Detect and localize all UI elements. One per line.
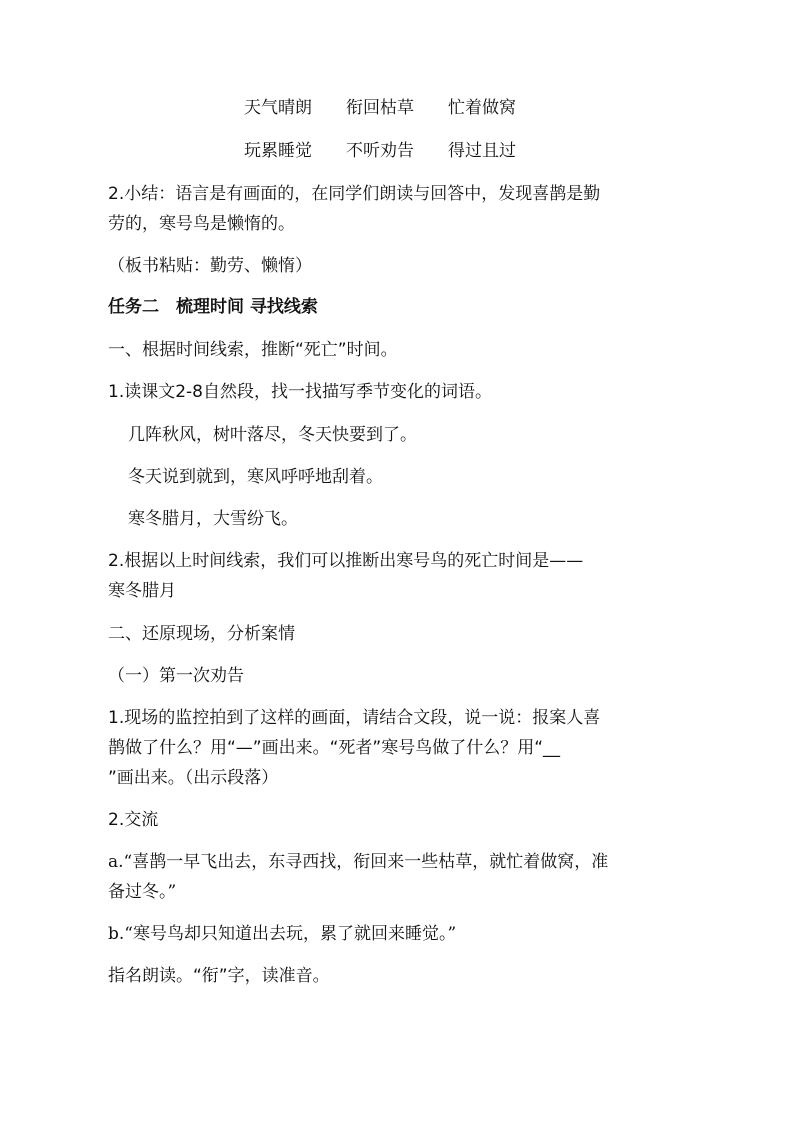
season-quote: 几阵秋风，树叶落尽，冬天快要到了。 bbox=[128, 425, 417, 445]
phrase: 得过且过 bbox=[448, 141, 516, 161]
section1-step2-line2: 寒冬腊月 bbox=[108, 581, 176, 601]
quote-a-line1: a.“喜鹊一早飞出去，东寻西找，衔回来一些枯草，就忙着做窝，准 bbox=[108, 852, 609, 872]
section1-step2-line1: 2.根据以上时间线索，我们可以推断出寒号鸟的死亡时间是—— bbox=[108, 551, 584, 571]
season-quote: 冬天说到就到，寒风呼呼地刮着。 bbox=[128, 467, 383, 487]
read-note: 指名朗读。“衔”字，读准音。 bbox=[108, 966, 330, 986]
phrase-row-2 bbox=[244, 141, 516, 161]
section2-step2: 2.交流 bbox=[108, 810, 159, 830]
phrase: 忙着做窝 bbox=[448, 98, 516, 118]
section2-step1-line2: 鹊做了什么？用“—”画出来。“死者”寒号鸟做了什么？用“__ bbox=[108, 738, 561, 758]
section2-title: 二、还原现场，分析案情 bbox=[108, 624, 295, 644]
phrase: 天气晴朗 bbox=[244, 98, 312, 118]
section2-step1-line3: ”画出来。（出示段落） bbox=[108, 768, 279, 788]
board-note: （板书粘贴：勤劳、懒惰） bbox=[108, 256, 312, 276]
quote-b: b.“寒号鸟却只知道出去玩，累了就回来睡觉。” bbox=[108, 924, 457, 944]
section1-title: 一、根据时间线索，推断“死亡”时间。 bbox=[108, 340, 398, 360]
season-quote: 寒冬腊月，大雪纷飞。 bbox=[128, 509, 298, 529]
section2-step1-line1: 1.现场的监控拍到了这样的画面，请结合文段，说一说：报案人喜 bbox=[108, 708, 601, 728]
phrase: 玩累睡觉 bbox=[244, 141, 312, 161]
phrase: 衔回枯草 bbox=[346, 98, 414, 118]
summary-line-2: 劳的，寒号鸟是懒惰的。 bbox=[108, 214, 295, 234]
phrase-row-1 bbox=[244, 98, 516, 118]
section2-sub1: （一）第一次劝告 bbox=[108, 666, 244, 686]
phrase: 不听劝告 bbox=[346, 141, 414, 161]
summary-line-1: 2.小结：语言是有画面的，在同学们朗读与回答中，发现喜鹊是勤 bbox=[108, 184, 601, 204]
section1-step1: 1.读课文2-8自然段，找一找描写季节变化的词语。 bbox=[108, 382, 492, 402]
task2-heading: 任务二 梳理时间 寻找线索 bbox=[108, 297, 318, 317]
quote-a-line2: 备过冬。” bbox=[108, 882, 177, 902]
